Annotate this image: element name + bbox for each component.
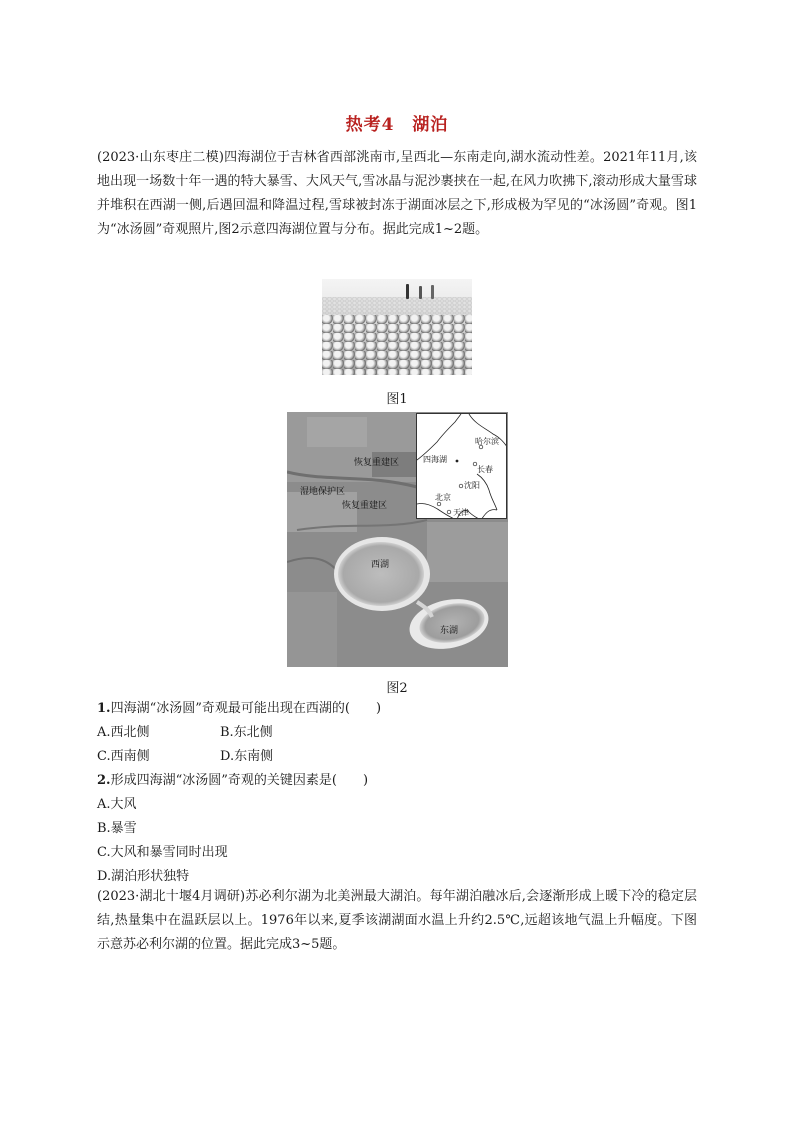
map-field-block <box>287 592 337 667</box>
inset-label-tianjin: 天津 <box>453 508 469 517</box>
inset-location-map <box>416 413 507 519</box>
inset-label-harbin: 哈尔滨 <box>475 437 499 446</box>
label-east-lake: 东湖 <box>440 626 459 636</box>
inset-coastline <box>477 474 497 510</box>
inset-label-beijing: 北京 <box>435 493 451 502</box>
tianjin-marker <box>447 510 451 514</box>
inset-label-shenyang: 沈阳 <box>464 481 480 490</box>
question-1 <box>97 699 381 719</box>
question-1-option-a: A.西北侧 <box>97 725 150 740</box>
figure-1-photo <box>322 279 472 375</box>
photo-person <box>431 285 434 299</box>
question-1-number: 1. <box>97 701 111 716</box>
question-2-option-d: D.湖泊形状独特 <box>97 869 190 884</box>
map-field-block <box>427 522 508 582</box>
west-lake-shape <box>338 542 424 606</box>
inset-coastline <box>481 510 497 519</box>
question-2-option-a: A.大风 <box>97 797 137 812</box>
question-2-option-c: C.大风和暴雪同时出现 <box>97 845 228 860</box>
question-2-stem: 形成四海湖“冰汤圆”奇观的关键因素是( ) <box>110 773 369 788</box>
sihai-marker <box>456 460 459 463</box>
page-title: 热考4 湖泊 <box>345 115 449 135</box>
question-1-option-b: B.东北侧 <box>220 725 273 740</box>
inset-label-sihai: 四海湖 <box>423 455 447 464</box>
inset-label-changchun: 长春 <box>477 465 493 474</box>
question-2 <box>97 771 368 791</box>
question-2-option-b: B.暴雪 <box>97 821 137 836</box>
photo-snowballs <box>322 315 472 375</box>
photo-person <box>406 284 409 299</box>
shenyang-marker <box>459 484 463 488</box>
question-1-stem: 四海湖“冰汤圆”奇观最可能出现在西湖的( ) <box>110 701 382 716</box>
intro-paragraph-1: (2023·山东枣庄二模)四海湖位于吉林省西部洮南市,呈西北—东南走向,湖水流动性差。2021年11月,该地出现一场数十年一遇的特大暴雪、大风天气,雪冰晶与泥沙裹挟在一起,在风力吹拂下,滚动形成大量雪球并堆积在西湖一侧,后遇回温和降温过程,雪球被封冻于湖面冰层之下,形成极为罕见的“冰汤圆”奇观。图1为“冰汤圆”奇观照片,图2示意四海湖位置与分布。据此完成1~2题。 <box>97 150 697 237</box>
label-restore-zone-1: 恢复重建区 <box>354 458 400 468</box>
question-1-option-d: D.东南侧 <box>220 749 274 764</box>
figure-1-caption: 图1 <box>386 392 408 407</box>
label-west-lake: 西湖 <box>371 560 390 570</box>
question-1-option-c: C.西南侧 <box>97 749 150 764</box>
map-field-block <box>307 417 367 447</box>
intro-paragraph-2: (2023·湖北十堰4月调研)苏必利尔湖为北美洲最大湖泊。每年湖泊融冰后,会逐渐形成上暖下冷的稳定层结,热量集中在温跃层以上。1976年以来,夏季该湖湖面水温上升约2.5℃,远超该地气温上升幅度。下图示意苏必利尔湖的位置。据此完成3~5题。 <box>97 889 697 952</box>
photo-person <box>419 286 422 299</box>
figure-2-caption: 图2 <box>386 681 408 696</box>
label-restore-zone-2: 恢复重建区 <box>342 501 388 511</box>
inset-map-svg <box>417 414 507 519</box>
label-wetland-zone: 湿地保护区 <box>300 487 346 497</box>
question-2-number: 2. <box>97 773 111 788</box>
